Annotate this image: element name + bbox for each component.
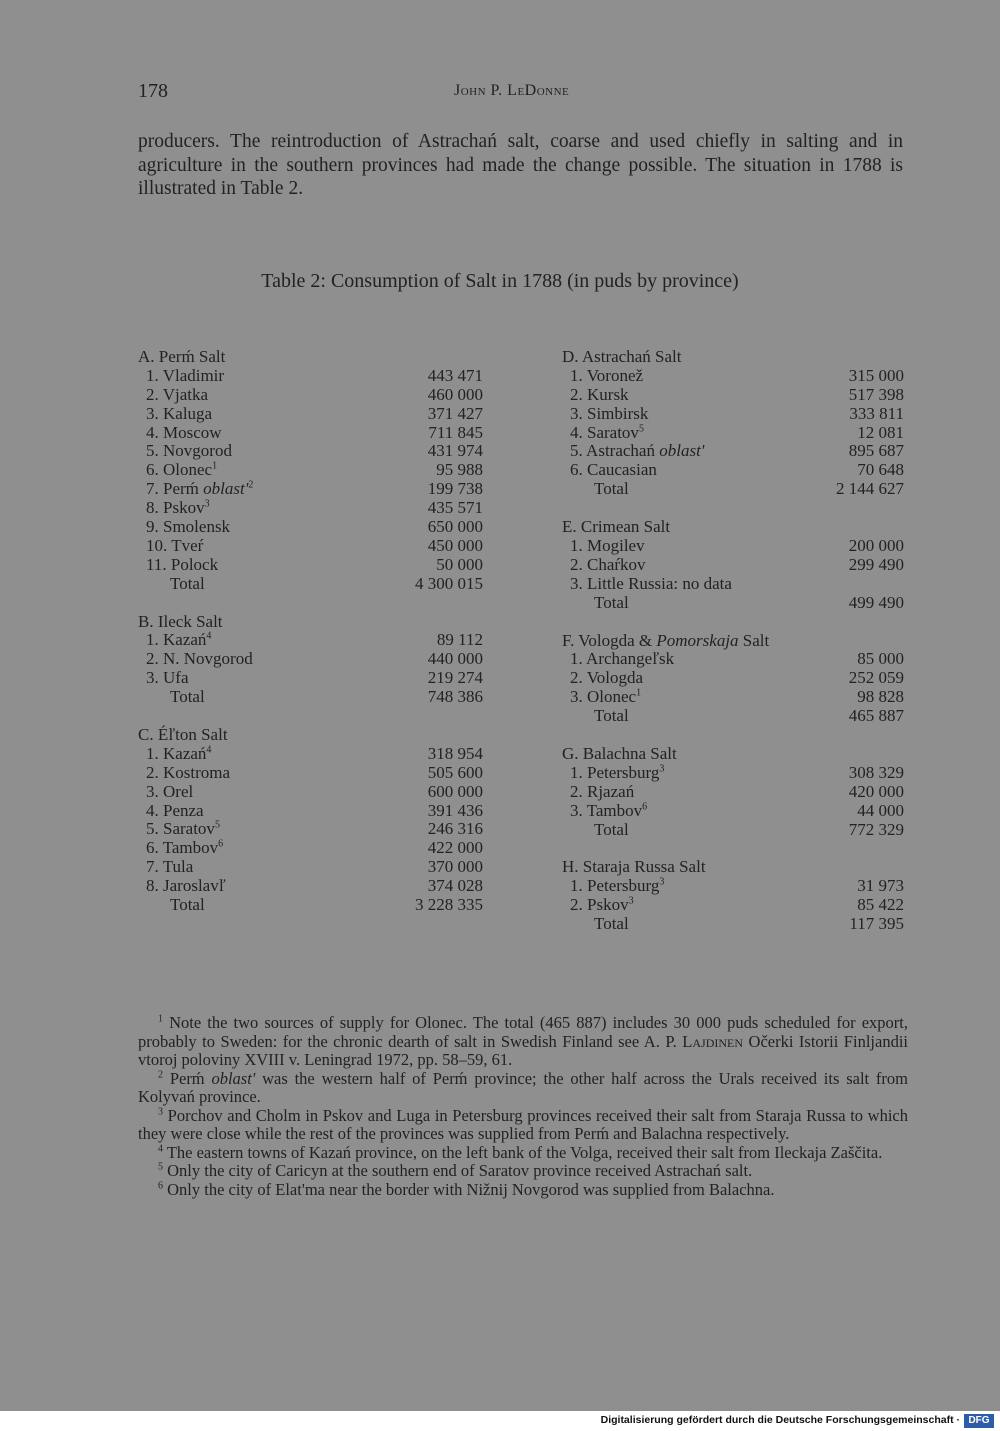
- table-row: [562, 367, 904, 386]
- province-name: 3. Ufa: [146, 668, 189, 688]
- table-row: [138, 556, 483, 575]
- consumption-value: 431 974: [427, 441, 483, 461]
- consumption-value: 443 471: [427, 365, 483, 385]
- table-row: [562, 669, 904, 688]
- footnote-ref: 5: [638, 422, 644, 434]
- table-row: [562, 405, 904, 424]
- footnote-ref: 6: [642, 801, 648, 813]
- footnote-ref: 1: [636, 687, 642, 699]
- province-name: 2. Kursk: [570, 384, 629, 404]
- footnote: $^3$ Porchov and Cholm in Pskov and Luga in Petersburg provinces received their salt from Staraja Russa to which they were close while the rest of the provinces was supplied from Perḿ and Balachna respectively.: [138, 1105, 909, 1143]
- footnote-ref: 6: [218, 838, 224, 850]
- table-section: [138, 348, 483, 594]
- consumption-value: 748 386: [427, 687, 483, 707]
- table-row: [562, 896, 904, 915]
- section-heading: A. Perḿ Salt: [138, 347, 226, 366]
- table-section: [562, 518, 904, 612]
- consumption-value: 252 059: [848, 668, 904, 688]
- consumption-value: 600 000: [427, 781, 483, 801]
- dfg-logo: DFG: [964, 1414, 994, 1428]
- consumption-value: 435 571: [427, 498, 483, 518]
- table-row: [138, 650, 483, 669]
- consumption-value: 465 887: [848, 706, 904, 726]
- consumption-value: 371 427: [427, 403, 483, 423]
- province-name: 8. Jaroslavľ: [146, 876, 226, 896]
- table-row: [138, 839, 483, 858]
- footnote: $^6$ Only the city of Elat'ma near the border with Nižnij Novgorod was supplied from Balachna.: [158, 1179, 775, 1199]
- consumption-value: 308 329: [848, 762, 904, 782]
- consumption-value: 420 000: [848, 781, 904, 801]
- section-heading: H. Staraja Russa Salt: [562, 857, 706, 877]
- intro-paragraph: producers. The reintroduction of Astrachań salt, coarse and used chiefly in salting and in agriculture in the southern provinces had made the change possible. The situation in 1788 is illustrated in Table 2.: [138, 131, 903, 199]
- table-row: [138, 764, 483, 783]
- total-row: [562, 821, 904, 840]
- footnote-ref: 3: [659, 763, 665, 775]
- province-name: 2. Vologda: [570, 668, 644, 688]
- consumption-value: 50 000: [436, 554, 483, 574]
- section-heading: D. Astrachań Salt: [562, 347, 682, 366]
- province-name: 1. Kazań$^4$: [146, 743, 212, 763]
- footnote: $^2$ Perḿ oblast' was the western half of Perḿ province; the other half across the Urals received its salt from Kolyvań province.: [138, 1068, 908, 1106]
- table-row: [138, 858, 483, 877]
- total-row: [562, 480, 904, 499]
- province-name: 4. Penza: [146, 800, 204, 820]
- province-name: 3. Simbirsk: [570, 403, 649, 423]
- consumption-value: 391 436: [427, 800, 483, 820]
- province-name: 1. Kazań$^4$: [146, 630, 212, 650]
- total-row: [562, 915, 904, 934]
- consumption-value: 12 081: [857, 422, 904, 442]
- table-row: [562, 424, 904, 443]
- province-name: 2. Vjatka: [146, 384, 209, 404]
- footnotes: [138, 1014, 908, 1199]
- table-section: [138, 726, 483, 915]
- consumption-value: 89 112: [436, 630, 483, 650]
- italic-term: oblast': [659, 441, 705, 461]
- table-row: [138, 442, 483, 461]
- table-row: [138, 518, 483, 537]
- table-row: [138, 745, 483, 764]
- province-name: 4. Moscow: [146, 422, 222, 442]
- table-row: [138, 669, 483, 688]
- table-row: [562, 386, 904, 405]
- consumption-value: 505 600: [427, 762, 483, 782]
- province-name: Total: [170, 687, 205, 707]
- total-row: [562, 594, 904, 613]
- province-name: 1. Petersburg$^3$: [570, 876, 665, 896]
- footnote-mark: 2: [158, 1069, 163, 1080]
- province-name: Total: [594, 592, 629, 612]
- consumption-value: 219 274: [427, 668, 483, 688]
- province-name: 1. Vladimir: [146, 365, 225, 385]
- province-name: Total: [170, 573, 205, 593]
- footnote: $^5$ Only the city of Caricyn at the southern end of Saratov province received Astrachań salt.: [158, 1161, 753, 1180]
- table-row: [562, 650, 904, 669]
- province-name: 3. Kaluga: [146, 403, 213, 423]
- consumption-value: 95 988: [436, 460, 483, 480]
- footnote: $^1$ Note the two sources of supply for Olonec. The total (465 887) includes 30 000 puds scheduled for export, probably to Sweden: for the chronic dearth of salt in Swedish Finland see A. P. Lajdinen Očerki Istorii Finljandii vtoroj poloviny XVIII v. Leningrad 1972, pp. 58–59, 61.: [138, 1013, 909, 1069]
- consumption-value: 422 000: [427, 838, 483, 858]
- province-name: 6. Caucasian: [570, 460, 657, 480]
- footnote-mark: 5: [158, 1161, 163, 1173]
- table-row: [138, 820, 483, 839]
- province-name: 7. Perḿ $oblast'^2$: [146, 479, 254, 499]
- consumption-value: 117 395: [849, 914, 904, 934]
- total-row: [562, 707, 904, 726]
- province-name: 5. Saratov$^5$: [146, 819, 220, 839]
- consumption-value: 200 000: [848, 536, 904, 556]
- funding-credit: Digitalisierung gefördert durch die Deutsche Forschungsgemeinschaft ·: [600, 1414, 960, 1426]
- province-name: Total: [170, 895, 205, 915]
- consumption-value: 31 973: [857, 876, 904, 896]
- consumption-value: 199 738: [427, 479, 483, 499]
- section-heading: B. Ileck Salt: [138, 611, 223, 631]
- table-section: [562, 348, 904, 499]
- section-heading: C. Éľton Salt: [138, 725, 228, 745]
- total-row: [138, 896, 483, 915]
- table-section: [562, 858, 904, 934]
- consumption-value: 70 648: [857, 460, 904, 480]
- province-name: 4. Saratov$^5$: [570, 422, 644, 442]
- province-name: 3. Little Russia: no data: [570, 573, 732, 593]
- table-row: [138, 783, 483, 802]
- footnote-ref: 3: [659, 876, 665, 888]
- consumption-value: 370 000: [427, 857, 483, 877]
- consumption-value: 650 000: [427, 517, 483, 537]
- section-heading: G. Balachna Salt: [562, 744, 677, 764]
- section-heading: F. Vologda & Pomorskaja Salt: [562, 630, 770, 650]
- consumption-value: 3 228 335: [415, 895, 483, 915]
- table-row: [138, 405, 483, 424]
- province-name: 3. Tambov$^6$: [570, 800, 648, 820]
- table-row: [138, 480, 483, 499]
- table-section: [138, 613, 483, 707]
- consumption-value: 98 828: [857, 687, 904, 707]
- consumption-value: 772 329: [848, 819, 904, 839]
- table-row: [138, 424, 483, 443]
- province-name: Total: [594, 914, 629, 934]
- consumption-value: 44 000: [857, 800, 904, 820]
- province-name: Total: [594, 479, 629, 499]
- table-row: [138, 877, 483, 896]
- table-row: [138, 461, 483, 480]
- footnote-ref: 1: [212, 460, 218, 472]
- province-name: 2. N. Novgorod: [146, 649, 253, 669]
- table-row: [562, 556, 904, 575]
- consumption-value: 460 000: [427, 384, 483, 404]
- footnote-ref: 4: [206, 630, 212, 642]
- province-name: 6. Tambov$^6$: [146, 838, 224, 858]
- table-right-column: [562, 348, 904, 953]
- consumption-value: 4 300 015: [415, 573, 483, 593]
- table-row: [562, 783, 904, 802]
- table-row: [562, 802, 904, 821]
- footnote-italic: oblast': [211, 1068, 256, 1088]
- province-name: 1. Petersburg$^3$: [570, 762, 665, 782]
- table-row: [562, 575, 904, 594]
- province-name: 2. Pskov$^3$: [570, 895, 634, 915]
- province-name: 5. Novgorod: [146, 441, 232, 461]
- province-name: 7. Tula: [146, 857, 194, 877]
- footnote-smallcaps: Lajdinen: [682, 1031, 744, 1051]
- page-number: 178: [138, 80, 168, 102]
- province-name: 2. Kostroma: [146, 762, 231, 782]
- province-name: 6. Olonec$^1$: [146, 460, 218, 480]
- table-row: [138, 499, 483, 518]
- table-row: [562, 764, 904, 783]
- consumption-value: 440 000: [427, 649, 483, 669]
- province-name: 1. Mogilev: [570, 536, 645, 556]
- footer-bar: [0, 1411, 1000, 1431]
- province-name: 2. Chaŕkov: [570, 554, 646, 574]
- consumption-value: 333 811: [849, 403, 904, 423]
- footnote-mark: 1: [158, 1013, 163, 1025]
- province-name: 8. Pskov$^3$: [146, 498, 210, 518]
- table-row: [138, 386, 483, 405]
- footnote-ref: 2: [248, 479, 254, 491]
- consumption-value: 315 000: [848, 365, 904, 385]
- total-row: [138, 688, 483, 707]
- consumption-value: 299 490: [848, 554, 904, 574]
- section-heading-italic: Pomorskaja: [656, 630, 739, 650]
- province-name: 1. Voronež: [570, 365, 644, 385]
- footnote-mark: 6: [158, 1180, 163, 1191]
- running-header-author: John P. LeDonne: [454, 82, 570, 99]
- consumption-value: 374 028: [427, 876, 483, 896]
- province-name: 3. Orel: [146, 781, 194, 801]
- consumption-value: 517 398: [848, 384, 904, 404]
- province-name: 10. Tveŕ: [146, 535, 204, 555]
- table-section: [562, 745, 904, 839]
- table-row: [562, 461, 904, 480]
- footnote-ref: 5: [214, 819, 220, 831]
- province-name: 11. Polock: [146, 554, 219, 574]
- province-name: Total: [594, 819, 629, 839]
- table-row: [562, 537, 904, 556]
- table-left-column: [138, 348, 483, 934]
- footnote-ref: 3: [204, 498, 210, 510]
- table-title: Table 2: Consumption of Salt in 1788 (in puds by province): [261, 270, 739, 292]
- province-name: 5. Astrachań oblast': [570, 441, 705, 461]
- table-row: [138, 537, 483, 556]
- table-row: [138, 802, 483, 821]
- consumption-value: 711 845: [428, 422, 483, 442]
- consumption-value: 450 000: [427, 535, 483, 555]
- footnote-mark: 4: [158, 1143, 163, 1154]
- consumption-value: 499 490: [848, 592, 904, 612]
- province-name: 3. Olonec$^1$: [570, 687, 642, 707]
- footnote: $^4$ The eastern towns of Kazań province, on the left bank of the Volga, received their salt from Ileckaja Zaščita.: [158, 1142, 883, 1162]
- table-row: [562, 688, 904, 707]
- table-row: [562, 442, 904, 461]
- footnote-ref: 3: [628, 895, 634, 907]
- consumption-value: 85 422: [857, 895, 904, 915]
- footnote-ref: 4: [206, 744, 212, 756]
- province-name: Total: [594, 706, 629, 726]
- consumption-value: 85 000: [857, 649, 904, 669]
- consumption-value: 246 316: [427, 819, 483, 839]
- province-name: 2. Rjazań: [570, 781, 635, 801]
- italic-term: oblast': [203, 479, 249, 499]
- total-row: [138, 575, 483, 594]
- table-row: [562, 877, 904, 896]
- consumption-value: 895 687: [848, 441, 904, 461]
- consumption-value: 2 144 627: [836, 479, 904, 499]
- province-name: 1. Archangeľsk: [570, 649, 675, 669]
- table-row: [138, 367, 483, 386]
- footnote-mark: 3: [158, 1106, 163, 1117]
- table-section: [562, 632, 904, 726]
- consumption-value: 318 954: [427, 743, 483, 763]
- table-row: [138, 631, 483, 650]
- province-name: 9. Smolensk: [146, 517, 231, 537]
- section-heading: E. Crimean Salt: [562, 517, 671, 537]
